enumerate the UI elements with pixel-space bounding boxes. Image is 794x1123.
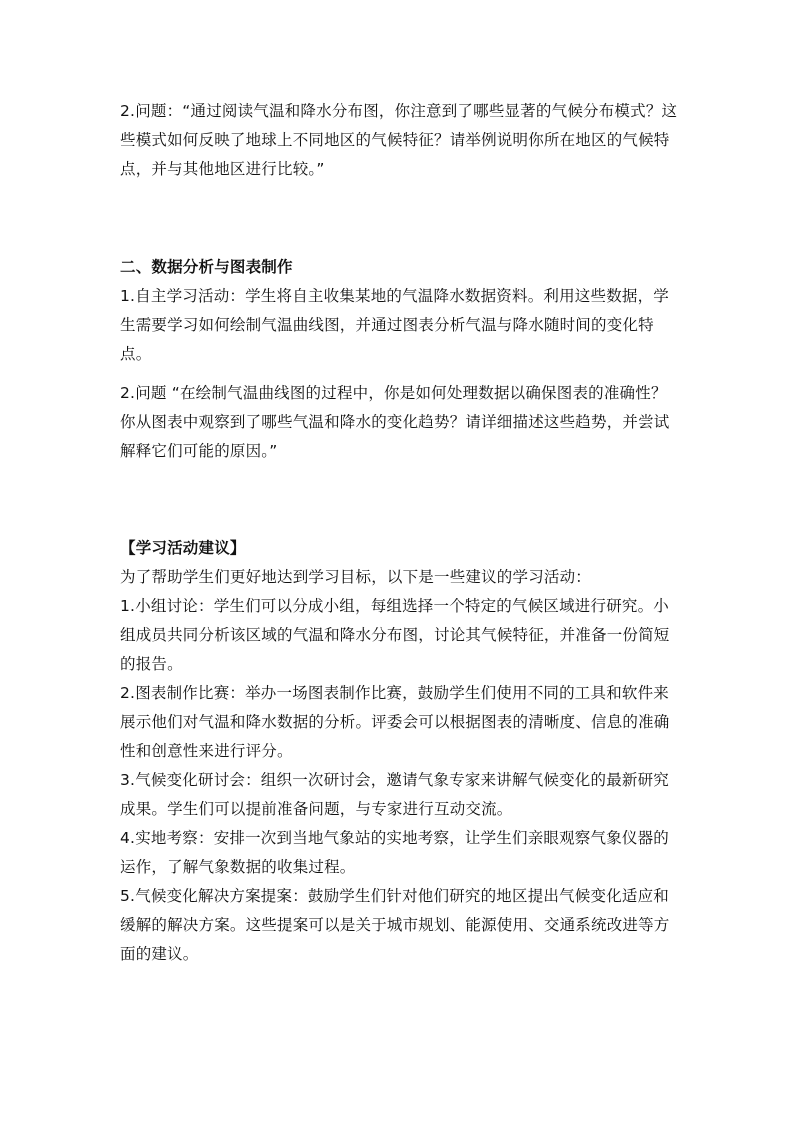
question-2-climate-patterns: 2.问题：“通过阅读气温和降水分布图，你注意到了哪些显著的气候分布模式？这些模式如何反映了地球上不同地区的气候特征？请举例说明你所在地区的气候特点，并与其他地区进行比较。” [120, 102, 678, 178]
section-heading-activity-suggestions: 【学习活动建议】 [120, 539, 246, 557]
activity-intro: 为了帮助学生们更好地达到学习目标，以下是一些建议的学习活动： [120, 568, 592, 586]
activity-item-field-trip: 4.实地考察：安排一次到当地气象站的实地考察，让学生们亲眼观察气象仪器的运作，了解气象数据的收集过程。 [120, 829, 669, 876]
question-2-chart-drawing: 2.问题 “在绘制气温曲线图的过程中，你是如何处理数据以确保图表的准确性？你从图表中观察到了哪些气温和降水的变化趋势？请详细描述这些趋势，并尝试解释它们可能的原因。” [120, 384, 670, 460]
self-study-activity: 1.自主学习活动：学生将自主收集某地的气温降水数据资料。利用这些数据，学生需要学习如何绘制气温曲线图，并通过图表分析气温与降水随时间的变化特点。 [120, 287, 669, 363]
section-heading-data-analysis: 二、数据分析与图表制作 [120, 258, 293, 276]
activity-item-solution-proposal: 5.气候变化解决方案提案：鼓励学生们针对他们研究的地区提出气候变化适应和缓解的解决方案。这些提案可以是关于城市规划、能源使用、交通系统改进等方面的建议。 [120, 887, 670, 963]
activity-item-group-discussion: 1.小组讨论：学生们可以分成小组，每组选择一个特定的气候区域进行研究。小组成员共同分析该区域的气温和降水分布图，讨论其气候特征，并准备一份简短的报告。 [120, 597, 670, 673]
activity-item-chart-competition: 2.图表制作比赛：举办一场图表制作比赛，鼓励学生们使用不同的工具和软件来展示他们对气温和降水数据的分析。评委会可以根据图表的清晰度、信息的准确性和创意性来进行评分。 [120, 684, 670, 760]
activity-item-climate-seminar: 3.气候变化研讨会：组织一次研讨会，邀请气象专家来讲解气候变化的最新研究成果。学生们可以提前准备问题，与专家进行互动交流。 [120, 771, 669, 818]
